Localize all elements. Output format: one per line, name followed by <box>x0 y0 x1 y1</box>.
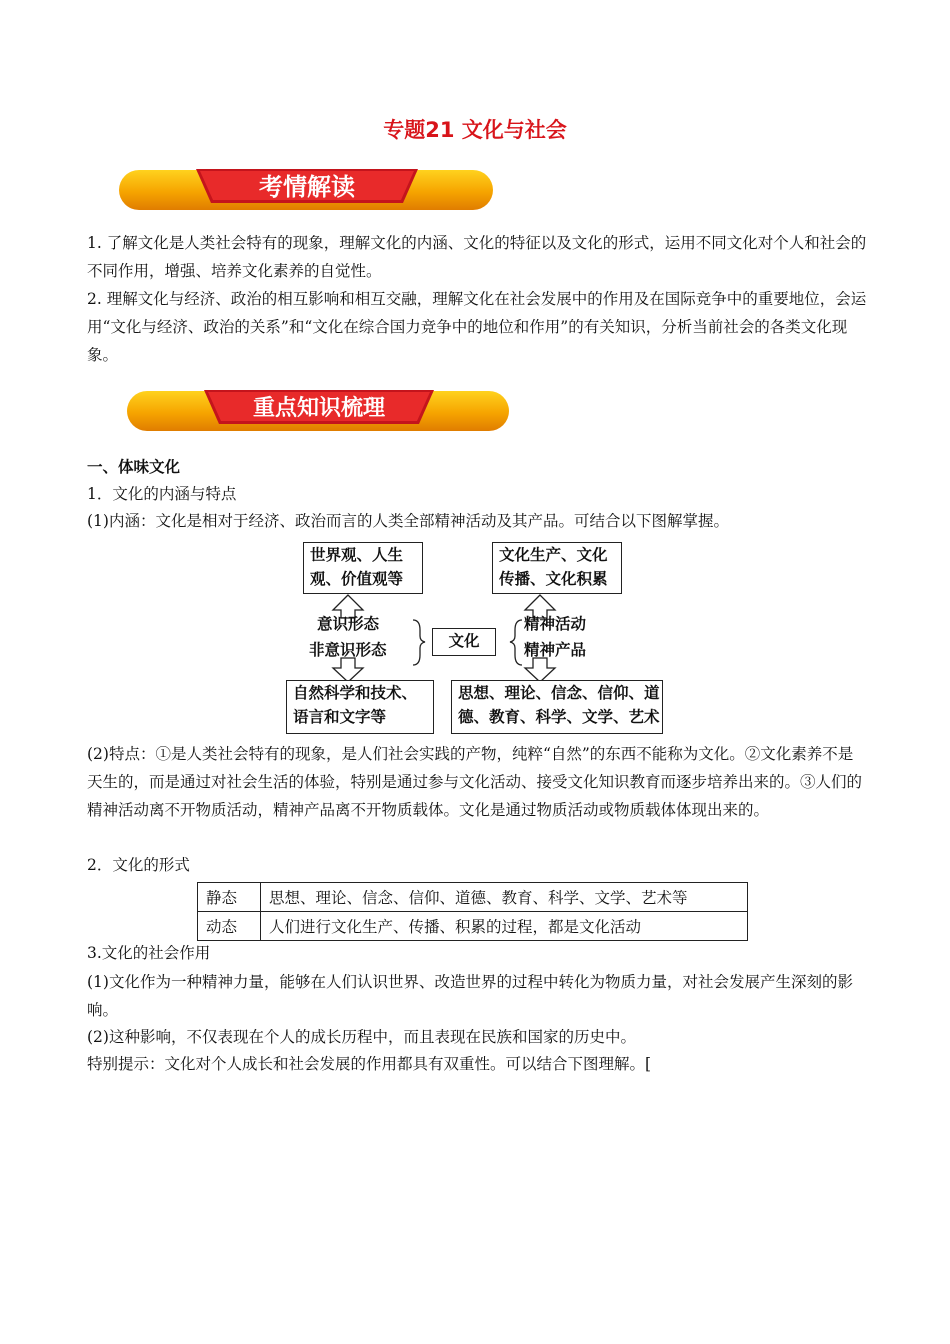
role-text-2: (2)这种影响，不仅表现在个人的成长历程中，而且表现在民族和国家的历史中。 <box>87 1028 636 1046</box>
subsection-2: 2．文化的形式 <box>87 856 190 874</box>
table-row <box>198 912 748 941</box>
exam-point-1: 1. 了解文化是人类社会特有的现象，理解文化的内涵、文化的特征以及文化的形式，运用不同文化对个人和社会的不同作用，增强、培养文化素养的自觉性。 <box>87 234 867 280</box>
banner1-text: 考情解读 <box>259 173 355 201</box>
subsection-1: 1．文化的内涵与特点 <box>87 485 237 503</box>
table-cell: 人们进行文化生产、传播、积累的过程，都是文化活动 <box>261 912 748 941</box>
box-culture: 文化 <box>432 628 496 656</box>
table-row <box>198 883 748 912</box>
connotation-text: (1)内涵：文化是相对于经济、政治而言的人类全部精神活动及其产品。可结合以下图解掌握。 <box>87 512 729 530</box>
box-cultural-activity: 文化生产、文化 传播、文化积累 <box>492 542 622 594</box>
special-tip: 特别提示：文化对个人成长和社会发展的作用都具有双重性。可以结合下图理解。[ <box>87 1055 652 1073</box>
section-heading: 一、体味文化 <box>87 457 181 476</box>
forms-table <box>197 882 748 941</box>
exam-point-2: 2. 理解文化与经济、政治的相互影响和相互交融，理解文化在社会发展中的作用及在国际竞争中的重要地位，会运用“文化与经济、政治的关系”和“文化在综合国力竞争中的地位和作用”的有关知识，分析当前社会的各类文化现象。 <box>87 290 867 364</box>
label-ideology: 意识形态 <box>317 614 380 633</box>
features-text: (2)特点：①是人类社会特有的现象，是人们社会实践的产物，纯粹“自然”的东西不能称为文化。②文化素养不是天生的，而是通过对社会生活的体验，特别是通过参与文化活动、接受文化知识教育而逐步培养出来的。③人们的精神活动离不开物质活动，精神产品离不开物质载体。文化是通过物质活动或物质载体体现出来的。 <box>87 745 863 819</box>
label-non-ideology: 非意识形态 <box>309 640 387 659</box>
box-thought: 思想、理论、信念、信仰、道 德、教育、科学、文学、艺术 <box>451 680 663 734</box>
exam-interpretation-banner <box>118 165 494 213</box>
subsection-3: 3.文化的社会作用 <box>87 944 211 962</box>
key-knowledge-banner <box>126 386 510 434</box>
box-science: 自然科学和技术、 语言和文字等 <box>286 680 434 734</box>
table-cell: 动态 <box>198 912 261 941</box>
box-ideology: 世界观、人生 观、价值观等 <box>303 542 423 594</box>
table-cell: 静态 <box>198 883 261 912</box>
page-title: 专题21 文化与社会 <box>383 118 567 142</box>
label-spiritual-product: 精神产品 <box>524 640 587 659</box>
role-text-1: (1)文化作为一种精神力量，能够在人们认识世界、改造世界的过程中转化为物质力量，对社会发展产生深刻的影响。 <box>87 973 853 1019</box>
label-spiritual-activity: 精神活动 <box>524 614 587 633</box>
banner2-text: 重点知识梳理 <box>252 396 386 421</box>
table-cell: 思想、理论、信念、信仰、道德、教育、科学、文学、艺术等 <box>261 883 748 912</box>
